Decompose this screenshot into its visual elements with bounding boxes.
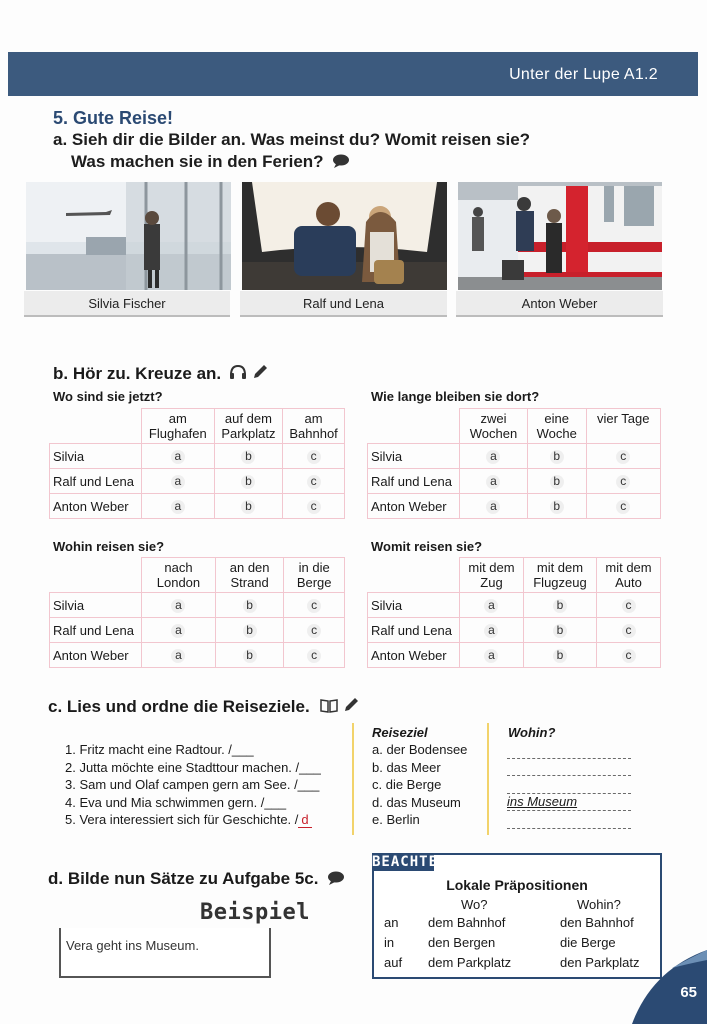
column-header-line: London (156, 575, 201, 590)
prep-col (384, 913, 402, 973)
answer-option[interactable] (142, 618, 216, 643)
answer-option[interactable] (523, 593, 596, 618)
answer-option[interactable] (597, 618, 661, 643)
column-header-line: mit dem (536, 560, 584, 575)
answer-option[interactable] (284, 593, 345, 618)
column-header (597, 558, 661, 593)
answer-option[interactable] (283, 494, 345, 519)
column-header (460, 409, 528, 444)
prep-auf: auf (384, 955, 403, 970)
photo-caption-ralf-lena: Ralf und Lena (240, 291, 447, 317)
destination-b: b. das Meer (372, 759, 441, 775)
divider-yellow-2 (487, 723, 489, 835)
wohin-auf: den Parkplatz (560, 955, 640, 970)
wohin-blank-3[interactable] (507, 776, 631, 794)
wo-an: dem Bahnhof (428, 915, 506, 930)
option-letter: b (550, 475, 564, 489)
row-name: Silvia (368, 444, 460, 469)
answer-option[interactable] (214, 444, 282, 469)
sentence-3: 3. Sam und Olaf campen gern am See. /___ (65, 777, 320, 792)
book-icon (320, 698, 338, 718)
prep-in: in (384, 935, 395, 950)
option-letter: b (553, 624, 567, 638)
header-blank (368, 409, 460, 444)
column-header (284, 558, 345, 593)
table2-title: Wie lange bleiben sie dort? (371, 389, 540, 404)
speech-bubble-icon (327, 870, 345, 890)
option-letter: c (307, 475, 321, 489)
option-letter: a (171, 649, 185, 663)
option-letter: c (622, 624, 636, 638)
column-header-line: zwei (480, 411, 507, 426)
column-header-line: Flughafen (148, 426, 207, 441)
beachte-label: BEACHTE (372, 854, 439, 870)
photo-caption-anton: Anton Weber (456, 291, 663, 317)
beachte-box (372, 853, 662, 979)
column-header (215, 558, 283, 593)
option-letter: b (550, 500, 564, 514)
col-wohin-label: Wohin? (577, 897, 621, 912)
answer-option[interactable] (284, 643, 345, 668)
row-name: Ralf und Lena (368, 469, 460, 494)
row-name: Silvia (50, 444, 142, 469)
answer-option[interactable] (527, 444, 586, 469)
option-letter: b (553, 599, 567, 613)
option-letter: b (550, 450, 564, 464)
answer-option[interactable] (284, 618, 345, 643)
sentence-5: 5. Vera interessiert sich für Geschichte. / d (65, 811, 321, 829)
wohin-blank-4[interactable]: ins Museum (507, 794, 631, 812)
answer-option[interactable] (586, 494, 661, 519)
table-row (368, 593, 661, 618)
answer-option[interactable] (142, 593, 216, 618)
answer-option[interactable] (142, 494, 215, 519)
column-header (586, 409, 661, 444)
column-header (523, 558, 596, 593)
header-blank (50, 409, 142, 444)
column-header-line: vier Tage (596, 411, 650, 426)
column-header (460, 558, 524, 593)
row-name: Anton Weber (50, 643, 142, 668)
column-header-line: nach (164, 560, 193, 575)
pencil-icon (252, 364, 268, 385)
answer-option[interactable] (460, 618, 524, 643)
table-womit-reisen (367, 557, 661, 668)
column-header-line: Berge (296, 575, 332, 590)
answer-5: d (298, 812, 311, 828)
answer-option[interactable] (586, 444, 661, 469)
option-letter: c (307, 500, 321, 514)
option-letter: a (486, 500, 500, 514)
wohin-blank-2[interactable] (507, 759, 631, 777)
column-header-line (589, 426, 659, 441)
column-header-line: mit dem (468, 560, 515, 575)
column-header-line: auf dem (224, 411, 272, 426)
wo-auf: dem Parkplatz (428, 955, 512, 970)
task-a-line1: a. Sieh dir die Bilder an. Was meinst du? Womit reisen sie? (53, 130, 531, 149)
column-header-line: Wochen (469, 426, 518, 441)
answer-option[interactable] (527, 469, 586, 494)
option-letter: b (243, 599, 257, 613)
column-header-line: Woche (536, 426, 577, 441)
answer-option[interactable] (460, 643, 524, 668)
table-row (50, 494, 345, 519)
answer-option[interactable] (142, 469, 215, 494)
option-letter: a (171, 500, 185, 514)
destination-list (372, 741, 467, 829)
column-header (142, 409, 215, 444)
table-row (368, 643, 661, 668)
row-name: Silvia (368, 593, 460, 618)
table-row (368, 469, 661, 494)
answer-option[interactable] (460, 593, 524, 618)
column-header (283, 409, 345, 444)
row-name: Silvia (50, 593, 142, 618)
reiseziel-label: Reiseziel (372, 725, 428, 740)
option-letter: c (622, 599, 636, 613)
headphones-icon (229, 364, 247, 385)
wohin-blank-5[interactable] (507, 811, 631, 829)
column-header-line: am (168, 411, 187, 426)
photo-silvia-airport (26, 182, 231, 290)
option-letter: c (307, 649, 321, 663)
wo-col (428, 913, 511, 973)
table-wo-sind-sie (49, 408, 345, 519)
answer-option[interactable] (523, 618, 596, 643)
row-name: Anton Weber (50, 494, 142, 519)
wo-in: den Bergen (428, 935, 496, 950)
option-letter: a (486, 475, 500, 489)
page-header-band (8, 52, 698, 96)
row-name: Anton Weber (368, 643, 460, 668)
option-letter: b (241, 450, 255, 464)
option-letter: b (241, 475, 255, 489)
header-blank (50, 558, 142, 593)
column-header-line: Auto (615, 575, 642, 590)
task-b-title: b. Hör zu. Kreuze an. (53, 364, 268, 385)
page-number: 65 (680, 984, 697, 1001)
section-title: 5. Gute Reise! (53, 108, 174, 128)
photo-caption-silvia: Silvia Fischer (24, 291, 230, 317)
column-header-line: Parkplatz (221, 426, 276, 441)
table-row (368, 618, 661, 643)
photo-ralf-lena-car (242, 182, 447, 290)
column-header (214, 409, 282, 444)
column-header-line: mit dem (605, 560, 652, 575)
answer-option[interactable] (283, 469, 345, 494)
row-name: Ralf und Lena (50, 618, 142, 643)
option-letter: c (616, 500, 630, 514)
destination-c: c. die Berge (372, 777, 442, 792)
column-header-line: Flugzeug (533, 575, 587, 590)
pencil-icon (343, 697, 359, 718)
table-row (368, 494, 661, 519)
sentence-4: 4. Eva und Mia schwimmen gern. /___ (65, 794, 287, 810)
beachte-title: Lokale Präpositionen (446, 877, 588, 893)
table-wohin-reisen (49, 557, 345, 668)
row-name: Anton Weber (368, 494, 460, 519)
divider-yellow-1 (352, 723, 354, 835)
answer-option[interactable] (215, 643, 283, 668)
option-letter: c (616, 475, 630, 489)
table4-title: Womit reisen sie? (371, 539, 483, 554)
answer-option[interactable] (283, 444, 345, 469)
row-name: Ralf und Lena (50, 469, 142, 494)
answer-option[interactable] (586, 469, 661, 494)
wohin-an: den Bahnhof (560, 915, 634, 930)
column-header-line: in die (298, 560, 330, 575)
speech-bubble-icon (332, 153, 350, 173)
table-wie-lange (367, 408, 661, 519)
task-a-line2: Was machen sie in den Ferien? (71, 152, 350, 173)
option-letter: c (616, 450, 630, 464)
wohin-label: Wohin? (508, 725, 556, 740)
wohin-blank-1[interactable] (507, 741, 631, 759)
answer-option[interactable] (523, 643, 596, 668)
sentence-2: 2. Jutta möchte eine Stadttour machen. /___ (65, 759, 321, 775)
option-letter: a (171, 624, 185, 638)
table-row (50, 469, 345, 494)
table-row (50, 618, 345, 643)
table-row (50, 444, 345, 469)
option-letter: a (484, 599, 498, 613)
header-title: Unter der Lupe A1.2 (509, 66, 658, 83)
answer-option[interactable] (215, 618, 283, 643)
task-d-title: d. Bilde nun Sätze zu Aufgabe 5c. (48, 869, 345, 890)
wohin-in: die Berge (560, 935, 616, 950)
table-row (368, 444, 661, 469)
beispiel-label: Beispiel (200, 900, 310, 925)
option-letter: b (243, 649, 257, 663)
column-header (142, 558, 216, 593)
row-name: Ralf und Lena (368, 618, 460, 643)
option-letter: a (171, 475, 185, 489)
answer-option[interactable] (215, 593, 283, 618)
beispiel-text: Vera geht ins Museum. (66, 938, 199, 953)
destination-a: a. der Bodensee (372, 742, 468, 757)
option-letter: c (622, 649, 636, 663)
answer-option[interactable] (460, 494, 528, 519)
option-letter: c (307, 599, 321, 613)
prep-an: an (384, 915, 399, 930)
option-letter: b (553, 649, 567, 663)
column-header-line: am (304, 411, 323, 426)
option-letter: b (241, 500, 255, 514)
option-letter: c (307, 624, 321, 638)
answer-option[interactable] (597, 593, 661, 618)
option-letter: a (171, 450, 185, 464)
col-wo-label: Wo? (461, 897, 488, 912)
answer-option[interactable] (527, 494, 586, 519)
table-row (50, 643, 345, 668)
column-header (527, 409, 586, 444)
sentence-list (65, 741, 321, 829)
option-letter: a (486, 450, 500, 464)
answer-option[interactable] (460, 469, 528, 494)
task-c-title: c. Lies und ordne die Reiseziele. (48, 697, 359, 718)
wohin-col (560, 913, 640, 973)
column-header-line: eine (544, 411, 569, 426)
option-letter: a (484, 649, 498, 663)
answer-option[interactable] (142, 643, 216, 668)
column-header-line: Strand (230, 575, 269, 590)
table-row (50, 593, 345, 618)
sentence-1: 1. Fritz macht eine Radtour. /___ (65, 742, 254, 757)
wohin-answer-list (507, 741, 631, 829)
column-header-line: Zug (480, 575, 503, 590)
header-blank (368, 558, 460, 593)
answer-option[interactable] (460, 444, 528, 469)
option-letter: b (243, 624, 257, 638)
table3-title: Wohin reisen sie? (53, 539, 165, 554)
table1-title: Wo sind sie jetzt? (53, 389, 163, 404)
answer-option[interactable] (597, 643, 661, 668)
destination-e: e. Berlin (372, 812, 420, 827)
column-header-line: an den (229, 560, 270, 575)
column-header-line: Bahnhof (289, 426, 338, 441)
answer-option[interactable] (214, 469, 282, 494)
option-letter: a (171, 599, 185, 613)
answer-option[interactable] (142, 444, 215, 469)
photo-anton-train (458, 182, 662, 290)
option-letter: a (484, 624, 498, 638)
option-letter: c (307, 450, 321, 464)
answer-option[interactable] (214, 494, 282, 519)
beispiel-box (59, 928, 271, 978)
destination-d: d. das Museum (372, 794, 461, 810)
